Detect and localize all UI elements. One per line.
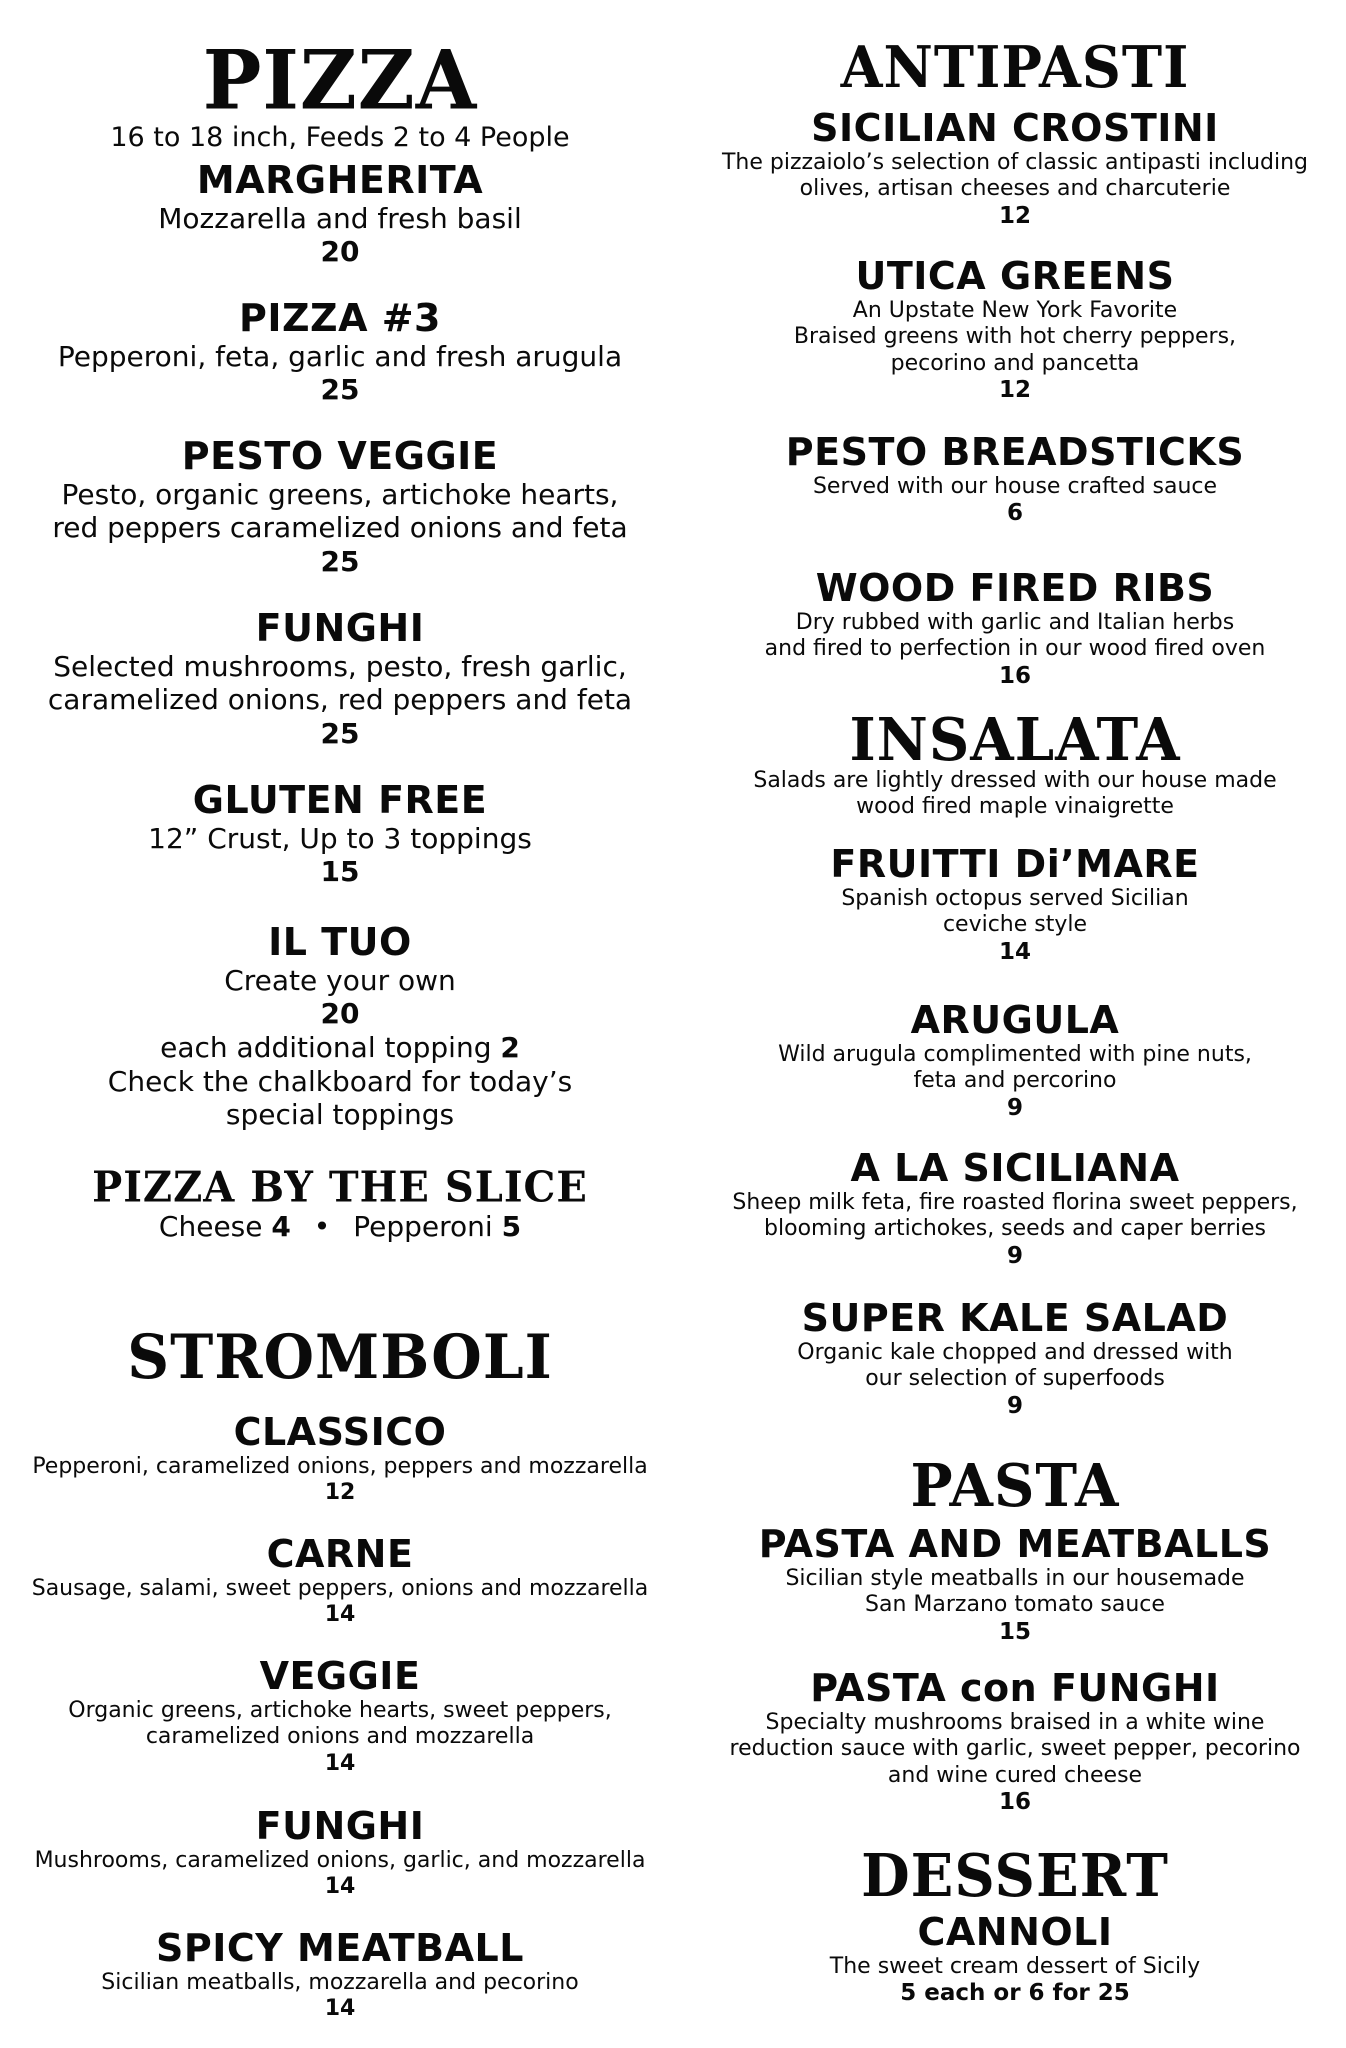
item-description: The pizzaiolo’s selection of classic antipasti including xyxy=(721,149,1309,175)
item-description: Sicilian meatballs, mozzarella and pecorino xyxy=(101,1969,579,1995)
item-description: Wild arugula complimented with pine nuts, xyxy=(778,1041,1252,1067)
item-description: our selection of superfoods xyxy=(865,1366,1165,1392)
item-description: Pesto, organic greens, artichoke hearts, xyxy=(61,477,619,511)
antipasti-section xyxy=(690,33,1340,101)
menu-item xyxy=(690,256,1340,405)
item-description: olives, artisan cheeses and charcuterie xyxy=(799,176,1231,202)
item-name: MARGHERITA xyxy=(196,158,484,202)
insalata-title: INSALATA xyxy=(849,705,1181,775)
item-price: 12 xyxy=(324,1480,356,1506)
item-price: 9 xyxy=(1006,1242,1023,1269)
item-price: 20 xyxy=(320,997,360,1031)
item-name: FUNGHI xyxy=(255,606,425,650)
pizza-title: PIZZA xyxy=(202,32,478,129)
pizza-section xyxy=(20,32,660,154)
item-description: Selected mushrooms, pesto, fresh garlic, xyxy=(53,649,627,683)
item-price: 25 xyxy=(320,716,360,750)
item-name: UTICA GREENS xyxy=(855,254,1175,298)
item-name: PIZZA #3 xyxy=(238,296,441,340)
item-description: Served with our house crafted sauce xyxy=(812,473,1218,499)
topping-note: special toppings xyxy=(225,1098,455,1132)
menu-item xyxy=(20,1534,660,1629)
item-description: Organic greens, artichoke hearts, sweet peppers, xyxy=(68,1697,612,1723)
item-name: FUNGHI xyxy=(255,1804,425,1848)
item-description: San Marzano tomato sauce xyxy=(865,1592,1165,1618)
item-description: reduction sauce with garlic, sweet pepper, pecorino xyxy=(729,1736,1301,1762)
additional-topping-line xyxy=(20,1031,660,1065)
item-price: 14 xyxy=(324,1750,356,1776)
stromboli-section xyxy=(20,1321,660,1393)
insalata-intro: Salads are lightly dressed with our house made xyxy=(753,768,1277,793)
menu-item xyxy=(20,436,660,579)
menu-item xyxy=(690,1524,1340,1646)
item-description: 12” Crust, Up to 3 toppings xyxy=(148,821,532,855)
item-price: 25 xyxy=(320,373,360,407)
pizza-subtitle: 16 to 18 inch, Feeds 2 to 4 People xyxy=(110,122,570,153)
item-price: 6 xyxy=(1006,500,1023,527)
item-description: and fired to perfection in our wood fired oven xyxy=(764,636,1266,662)
item-description: An Upstate New York Favorite xyxy=(852,297,1178,323)
menu-item xyxy=(20,1412,660,1507)
item-description: Organic kale chopped and dressed with xyxy=(797,1339,1233,1365)
menu-item xyxy=(20,780,660,889)
item-description: blooming artichokes, seeds and caper berries xyxy=(764,1216,1266,1242)
item-price: 14 xyxy=(324,1602,356,1628)
item-description: feta and percorino xyxy=(913,1068,1117,1094)
item-name: SICILIAN CROSTINI xyxy=(811,106,1219,150)
item-description: Mushrooms, caramelized onions, garlic, and mozzarella xyxy=(34,1847,646,1873)
menu-item xyxy=(690,108,1340,230)
item-price: 5 each or 6 for 25 xyxy=(900,1980,1130,2007)
item-price: 16 xyxy=(998,662,1031,689)
item-description: Mozzarella and fresh basil xyxy=(158,201,522,235)
item-description: and wine cured cheese xyxy=(887,1762,1143,1788)
insalata-intro: wood fired maple vinaigrette xyxy=(856,794,1174,820)
item-price: 14 xyxy=(998,938,1031,965)
item-price: 12 xyxy=(998,376,1031,403)
item-description: pecorino and pancetta xyxy=(890,350,1140,376)
item-price: 14 xyxy=(324,1996,356,2022)
item-description: Sausage, salami, sweet peppers, onions and mozzarella xyxy=(31,1575,649,1601)
dessert-title: DESSERT xyxy=(861,1841,1169,1911)
item-price: 15 xyxy=(998,1618,1031,1645)
item-price: 15 xyxy=(320,855,360,889)
menu-item-il-tuo xyxy=(20,922,660,1132)
item-description: Spanish octopus served Sicilian xyxy=(841,885,1189,911)
menu-item xyxy=(690,432,1340,528)
item-description: The sweet cream dessert of Sicily xyxy=(829,1953,1201,1979)
item-name: PESTO VEGGIE xyxy=(181,434,499,478)
menu-item xyxy=(20,1928,660,2023)
item-name: CARNE xyxy=(266,1532,414,1576)
item-name: IL TUO xyxy=(268,920,412,964)
antipasti-title: ANTIPASTI xyxy=(840,33,1190,101)
item-description: Sicilian style meatballs in our housemade xyxy=(785,1565,1245,1591)
item-price: 20 xyxy=(320,235,360,269)
insalata-section xyxy=(690,705,1340,821)
cheese-label: Cheese xyxy=(158,1210,263,1243)
pepperoni-label: Pepperoni xyxy=(353,1210,493,1243)
item-name: SUPER KALE SALAD xyxy=(801,1296,1229,1340)
menu-item xyxy=(690,844,1340,966)
stromboli-title: STROMBOLI xyxy=(127,1321,553,1393)
item-name: CANNOLI xyxy=(917,1910,1113,1954)
item-description: caramelized onions and mozzarella xyxy=(145,1724,535,1750)
menu-item xyxy=(20,298,660,407)
item-name: A LA SICILIANA xyxy=(850,1146,1180,1190)
item-price: 9 xyxy=(1006,1392,1023,1419)
menu-item xyxy=(20,1656,660,1777)
topping-price: 2 xyxy=(500,1030,520,1064)
item-name: SPICY MEATBALL xyxy=(156,1926,524,1970)
item-name: VEGGIE xyxy=(259,1654,421,1698)
item-name: PASTA con FUNGHI xyxy=(810,1666,1220,1710)
item-description: Create your own xyxy=(224,963,456,997)
item-name: GLUTEN FREE xyxy=(192,778,488,822)
item-name: CLASSICO xyxy=(233,1410,447,1454)
item-price: 16 xyxy=(998,1788,1031,1815)
menu-item xyxy=(20,160,660,269)
item-description: Dry rubbed with garlic and Italian herbs xyxy=(795,609,1235,635)
pasta-title: PASTA xyxy=(910,1451,1120,1521)
item-description: ceviche style xyxy=(942,912,1088,938)
item-name: FRUITTI Di’MARE xyxy=(830,842,1200,886)
item-description: Braised greens with hot cherry peppers, xyxy=(793,324,1237,350)
item-price: 14 xyxy=(324,1874,356,1900)
item-description: caramelized onions, red peppers and feta xyxy=(47,683,633,717)
menu-item xyxy=(690,1912,1340,2008)
item-name: WOOD FIRED RIBS xyxy=(815,566,1215,610)
item-price: 9 xyxy=(1006,1094,1023,1121)
item-description: Specialty mushrooms braised in a white wine xyxy=(765,1709,1265,1735)
menu-item xyxy=(690,1668,1340,1817)
menu-item xyxy=(690,1298,1340,1420)
slice-section xyxy=(20,1162,660,1244)
slice-title: PIZZA BY THE SLICE xyxy=(92,1162,588,1213)
menu-item xyxy=(690,1000,1340,1122)
dessert-section xyxy=(690,1841,1340,1911)
item-price: 12 xyxy=(998,202,1031,229)
item-description: Pepperoni, caramelized onions, peppers and mozzarella xyxy=(32,1453,648,1479)
item-description: Sheep milk feta, fire roasted florina sweet peppers, xyxy=(732,1189,1298,1215)
topping-label: each additional topping xyxy=(160,1030,492,1064)
item-price: 25 xyxy=(320,544,360,578)
separator-dot: • xyxy=(313,1210,331,1243)
item-name: ARUGULA xyxy=(910,998,1120,1042)
item-description: red peppers caramelized onions and feta xyxy=(52,511,628,545)
item-name: PESTO BREADSTICKS xyxy=(785,430,1245,474)
pepperoni-price: 5 xyxy=(501,1210,522,1243)
slice-prices xyxy=(20,1210,660,1244)
topping-note: Check the chalkboard for today’s xyxy=(107,1064,573,1098)
menu-item xyxy=(690,568,1340,690)
item-name: PASTA AND MEATBALLS xyxy=(758,1522,1272,1566)
cheese-price: 4 xyxy=(271,1210,291,1243)
item-description: Pepperoni, feta, garlic and fresh arugula xyxy=(57,339,623,373)
menu-item xyxy=(20,608,660,751)
menu-item xyxy=(690,1148,1340,1270)
menu-item xyxy=(20,1806,660,1901)
pasta-section xyxy=(690,1451,1340,1521)
